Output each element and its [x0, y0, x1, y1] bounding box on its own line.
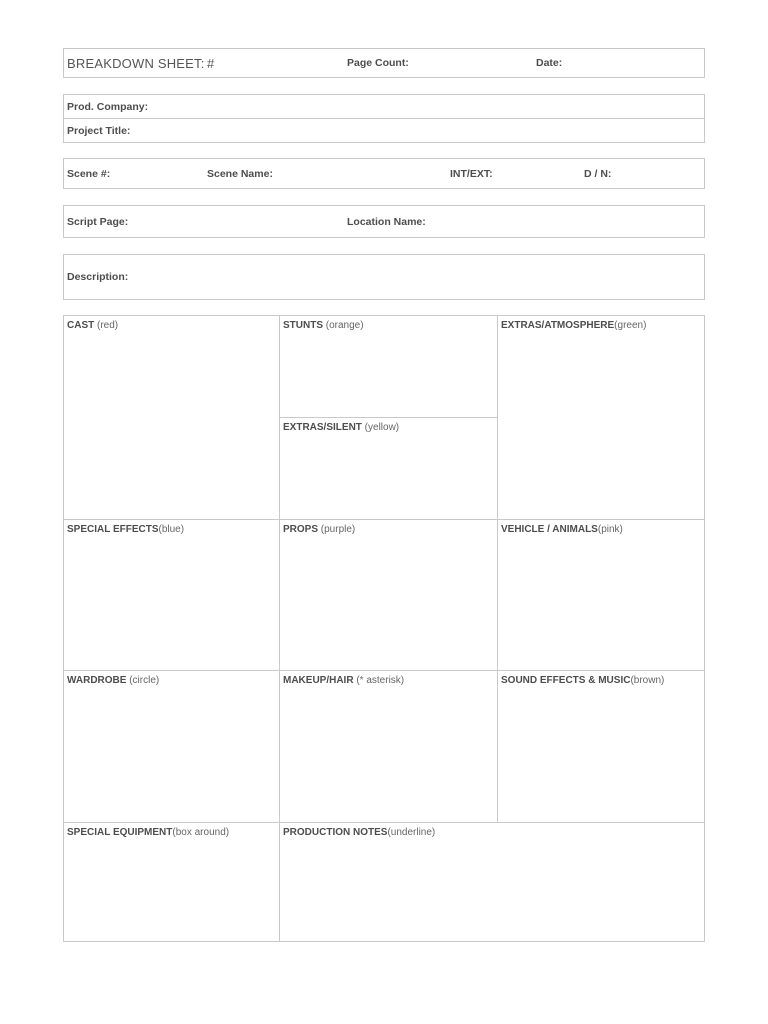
makeup-hair-cell	[280, 671, 498, 823]
cast-hint: (red)	[94, 320, 119, 331]
sound-effects-music-hint: (brown)	[630, 675, 665, 686]
int-ext-label: INT/EXT:	[450, 168, 493, 180]
props-cell	[280, 520, 498, 671]
stunts-cell	[280, 316, 498, 418]
production-notes-name: PRODUCTION NOTES	[283, 827, 388, 838]
sound-effects-music-heading	[501, 675, 664, 686]
prod-company-label: Prod. Company:	[67, 101, 149, 113]
extras-atmosphere-hint: (green)	[614, 320, 647, 331]
scene-number-label: Scene #:	[67, 168, 111, 180]
special-equipment-heading	[67, 827, 229, 838]
header-box	[63, 48, 705, 78]
cast-heading	[67, 320, 118, 331]
stunts-name: STUNTS	[283, 320, 323, 331]
special-equipment-name: SPECIAL EQUIPMENT	[67, 827, 173, 838]
vehicle-animals-hint: (pink)	[597, 524, 623, 535]
scene-name-label: Scene Name:	[207, 168, 273, 180]
breakdown-grid	[63, 315, 705, 942]
props-heading	[283, 524, 355, 535]
wardrobe-cell	[64, 671, 280, 823]
date-label: Date:	[536, 57, 563, 69]
vehicle-animals-name: VEHICLE / ANIMALS	[501, 524, 598, 535]
extras-silent-heading	[283, 422, 399, 433]
script-page-label: Script Page:	[67, 216, 129, 228]
sheet-title: BREAKDOWN SHEET:	[67, 56, 205, 71]
wardrobe-heading	[67, 675, 159, 686]
script-box	[63, 205, 705, 238]
vehicle-animals-heading	[501, 524, 623, 535]
sound-effects-music-cell	[498, 671, 704, 823]
special-effects-name: SPECIAL EFFECTS	[67, 524, 159, 535]
extras-atmosphere-name: EXTRAS/ATMOSPHERE	[501, 320, 615, 331]
production-notes-cell	[280, 823, 704, 941]
sheet-number-mark: #	[207, 56, 215, 71]
makeup-hair-name: MAKEUP/HAIR	[283, 675, 354, 686]
company-box	[63, 94, 705, 143]
cast-name: CAST	[67, 320, 95, 331]
props-name: PROPS	[283, 524, 319, 535]
day-night-label: D / N:	[584, 168, 612, 180]
special-effects-heading	[67, 524, 184, 535]
vehicle-animals-cell	[498, 520, 704, 671]
props-hint: (purple)	[318, 524, 356, 535]
wardrobe-hint: (circle)	[126, 675, 160, 686]
wardrobe-name: WARDROBE	[67, 675, 127, 686]
special-equipment-hint: (box around)	[172, 827, 230, 838]
location-name-label: Location Name:	[347, 216, 426, 228]
stunts-hint: (orange)	[323, 320, 364, 331]
extras-silent-name: EXTRAS/SILENT	[283, 422, 362, 433]
extras-atmosphere-cell	[498, 316, 704, 520]
production-notes-hint: (underline)	[387, 827, 436, 838]
description-label: Description:	[67, 271, 129, 283]
cast-cell	[64, 316, 280, 520]
extras-atmosphere-heading	[501, 320, 646, 331]
description-box	[63, 254, 705, 300]
extras-silent-hint: (yellow)	[361, 422, 400, 433]
page-count-label: Page Count:	[347, 57, 409, 69]
special-effects-cell	[64, 520, 280, 671]
company-divider	[64, 118, 704, 119]
makeup-hair-hint: (* asterisk)	[353, 675, 405, 686]
extras-silent-cell	[280, 418, 498, 520]
special-equipment-cell	[64, 823, 280, 941]
sound-effects-music-name: SOUND EFFECTS & MUSIC	[501, 675, 631, 686]
production-notes-heading	[283, 827, 435, 838]
makeup-hair-heading	[283, 675, 404, 686]
scene-box	[63, 158, 705, 189]
stunts-heading	[283, 320, 364, 331]
special-effects-hint: (blue)	[158, 524, 185, 535]
project-title-label: Project Title:	[67, 125, 131, 137]
